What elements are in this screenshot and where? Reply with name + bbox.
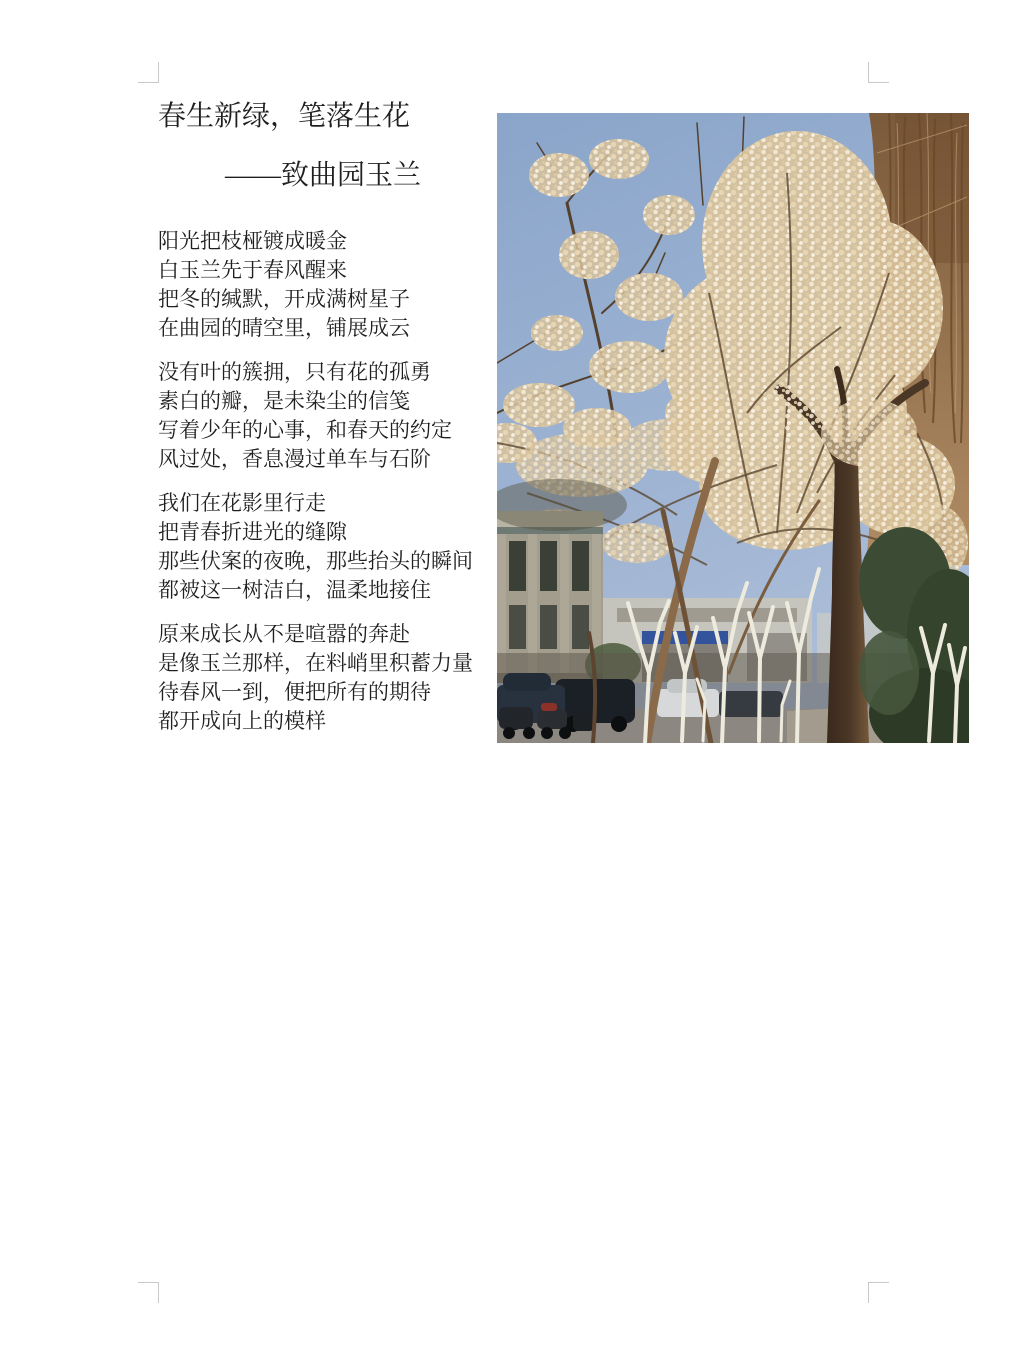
- poem-line: 素白的瓣，是未染尘的信笺: [158, 389, 410, 413]
- margin-crop-mark-top-right: [868, 62, 889, 83]
- poem-line: 把青春折进光的缝隙: [158, 520, 347, 544]
- poem-stanza: [158, 489, 498, 605]
- poem-subtitle: ——致曲园玉兰: [225, 160, 422, 191]
- magnolia-photo[interactable]: [497, 113, 969, 743]
- poem-line: 阳光把枝桠镀成暖金: [158, 229, 347, 253]
- margin-crop-mark-bottom-left: [138, 1282, 159, 1303]
- poem-line: 原来成长从不是喧嚣的奔赴: [158, 622, 410, 646]
- poem-stanza: [158, 358, 498, 474]
- poem-line: 风过处，香息漫过单车与石阶: [158, 447, 431, 471]
- poem-line: 都开成向上的模样: [158, 709, 326, 733]
- poem-line: 都被这一树洁白，温柔地接住: [158, 578, 431, 602]
- poem-line: 写着少年的心事，和春天的约定: [158, 418, 452, 442]
- poem-line: 把冬的缄默，开成满树星子: [158, 287, 410, 311]
- margin-crop-mark-top-left: [138, 62, 159, 83]
- poem-stanza: [158, 227, 498, 343]
- poem-body: [158, 227, 498, 751]
- poem-line: 我们在花影里行走: [158, 491, 326, 515]
- poem-line: 那些伏案的夜晚，那些抬头的瞬间: [158, 549, 473, 573]
- poem-title: 春生新绿，笔落生花: [158, 101, 411, 132]
- poem-line: 白玉兰先于春风醒来: [158, 258, 347, 282]
- poem-line: 没有叶的簇拥，只有花的孤勇: [158, 360, 431, 384]
- poem-line: 待春风一到，便把所有的期待: [158, 680, 431, 704]
- margin-crop-mark-bottom-right: [868, 1282, 889, 1303]
- poem-stanza: [158, 620, 498, 736]
- poem-line: 在曲园的晴空里，铺展成云: [158, 316, 410, 340]
- poem-line: 是像玉兰那样，在料峭里积蓄力量: [158, 651, 473, 675]
